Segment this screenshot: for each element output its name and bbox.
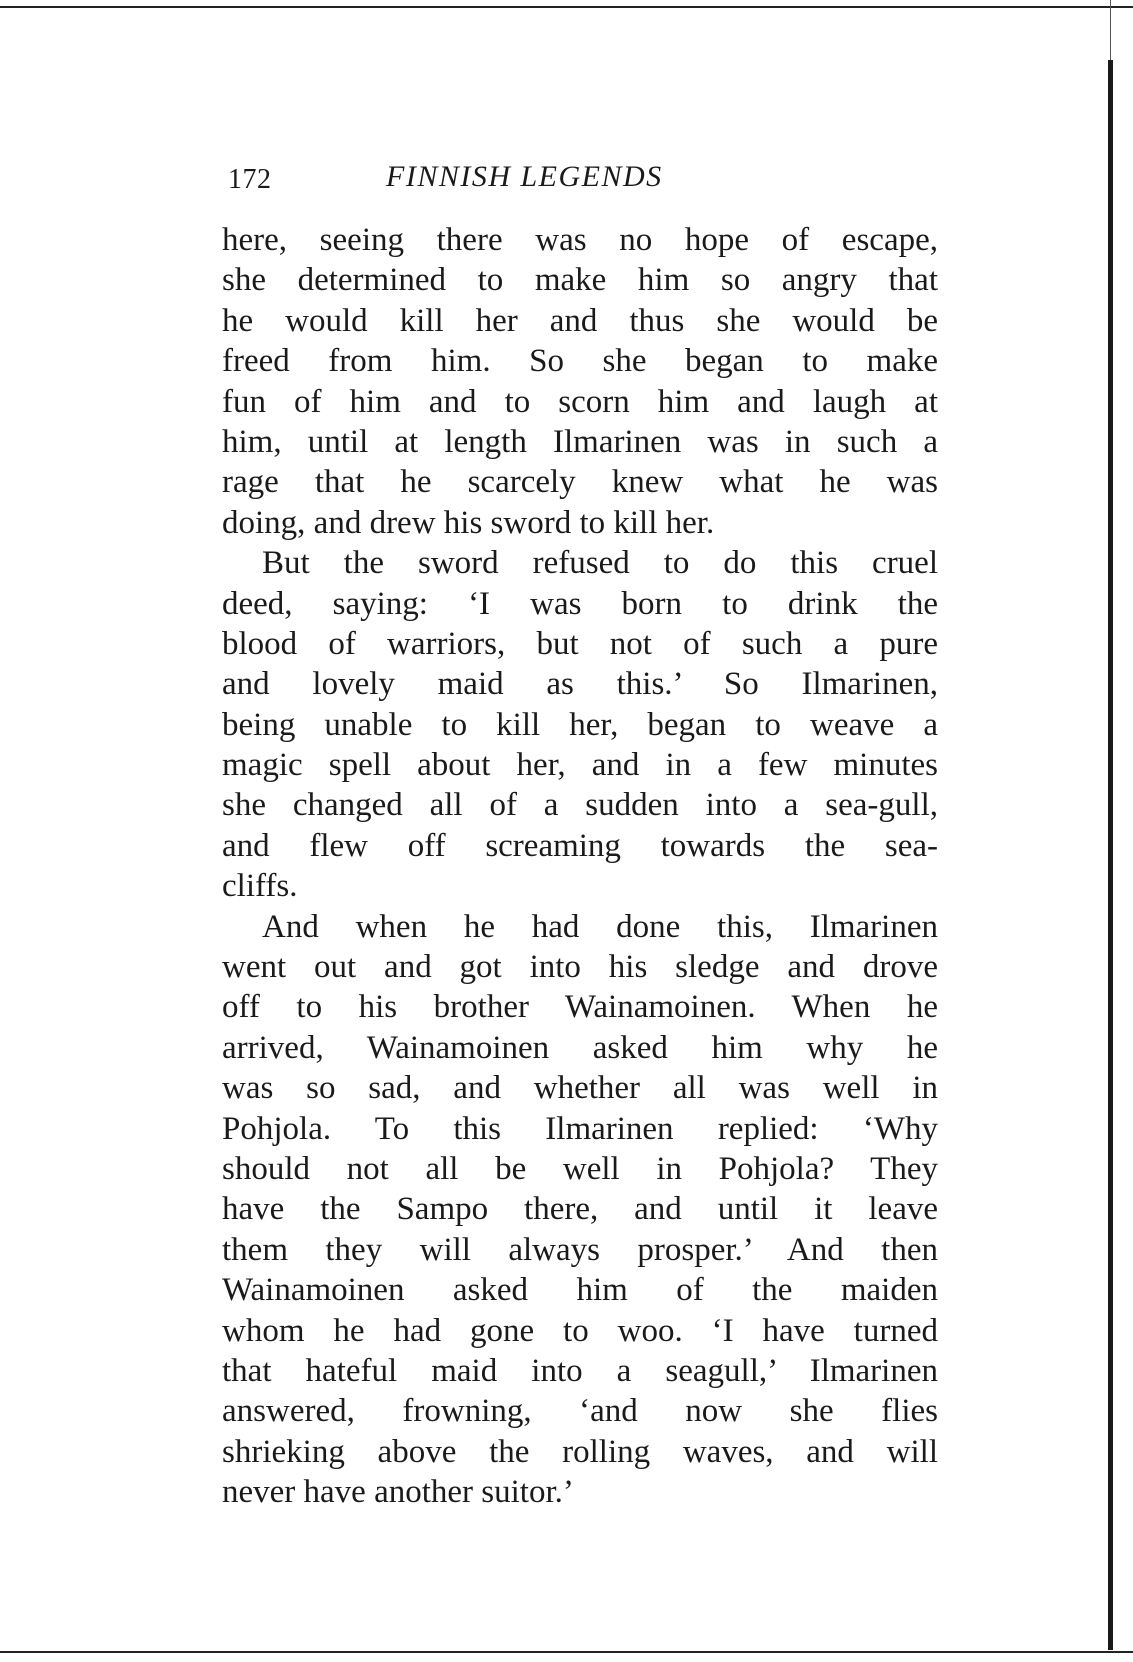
page-header — [228, 160, 928, 210]
text-line: rage that he scarcely knew what he was — [222, 464, 938, 501]
text-line: was so sad, and whether all was well in — [222, 1070, 938, 1107]
text-line: whom he had gone to woo. ‘I have turned — [222, 1312, 938, 1349]
binding-edge — [1108, 60, 1113, 1650]
text-line: that hateful maid into a seagull,’ Ilmarinen — [222, 1352, 938, 1389]
text-line: never have another suitor.’ — [222, 1474, 574, 1511]
text-line: And when he had done this, Ilmarinen — [262, 908, 938, 945]
text-line: them they will always prosper.’ And then — [222, 1231, 938, 1268]
body-text — [222, 220, 938, 1513]
text-line: answered, frowning, ‘and now she flies — [222, 1393, 938, 1430]
text-line: off to his brother Wainamoinen. When he — [222, 989, 938, 1026]
text-line: shrieking above the rolling waves, and will — [222, 1433, 938, 1470]
page-number: 172 — [228, 164, 272, 195]
text-line: deed, saying: ‘I was born to drink the — [222, 585, 938, 622]
text-line: But the sword refused to do this cruel — [262, 545, 938, 582]
text-line: Wainamoinen asked him of the maiden — [222, 1272, 938, 1309]
text-line: she determined to make him so angry that — [222, 262, 938, 299]
text-line: and lovely maid as this.’ So Ilmarinen, — [222, 666, 938, 703]
text-line: and flew off screaming towards the sea- — [222, 827, 938, 864]
text-line: magic spell about her, and in a few minutes — [222, 747, 938, 784]
text-line: have the Sampo there, and until it leave — [222, 1191, 938, 1228]
binding-edge-top — [1110, 0, 1111, 60]
text-line: freed from him. So she began to make — [222, 343, 938, 380]
text-line: him, until at length Ilmarinen was in such a — [222, 423, 938, 460]
text-line: cliffs. — [222, 868, 298, 905]
text-line: fun of him and to scorn him and laugh at — [222, 383, 938, 420]
text-line: he would kill her and thus she would be — [222, 302, 938, 339]
text-line: blood of warriors, but not of such a pure — [222, 625, 938, 662]
bottom-edge-rule — [0, 1651, 1133, 1653]
top-edge-rule — [0, 6, 1133, 8]
text-line: being unable to kill her, began to weave a — [222, 706, 938, 743]
running-title: FINNISH LEGENDS — [386, 160, 663, 193]
text-line: she changed all of a sudden into a sea-gull, — [222, 787, 938, 824]
text-line: here, seeing there was no hope of escape, — [222, 222, 938, 258]
text-line: should not all be well in Pohjola? They — [222, 1150, 938, 1187]
text-line: went out and got into his sledge and drove — [222, 949, 938, 986]
text-line: arrived, Wainamoinen asked him why he — [222, 1029, 938, 1066]
text-line: Pohjola. To this Ilmarinen replied: ‘Why — [222, 1110, 938, 1147]
text-line: doing, and drew his sword to kill her. — [222, 504, 715, 541]
